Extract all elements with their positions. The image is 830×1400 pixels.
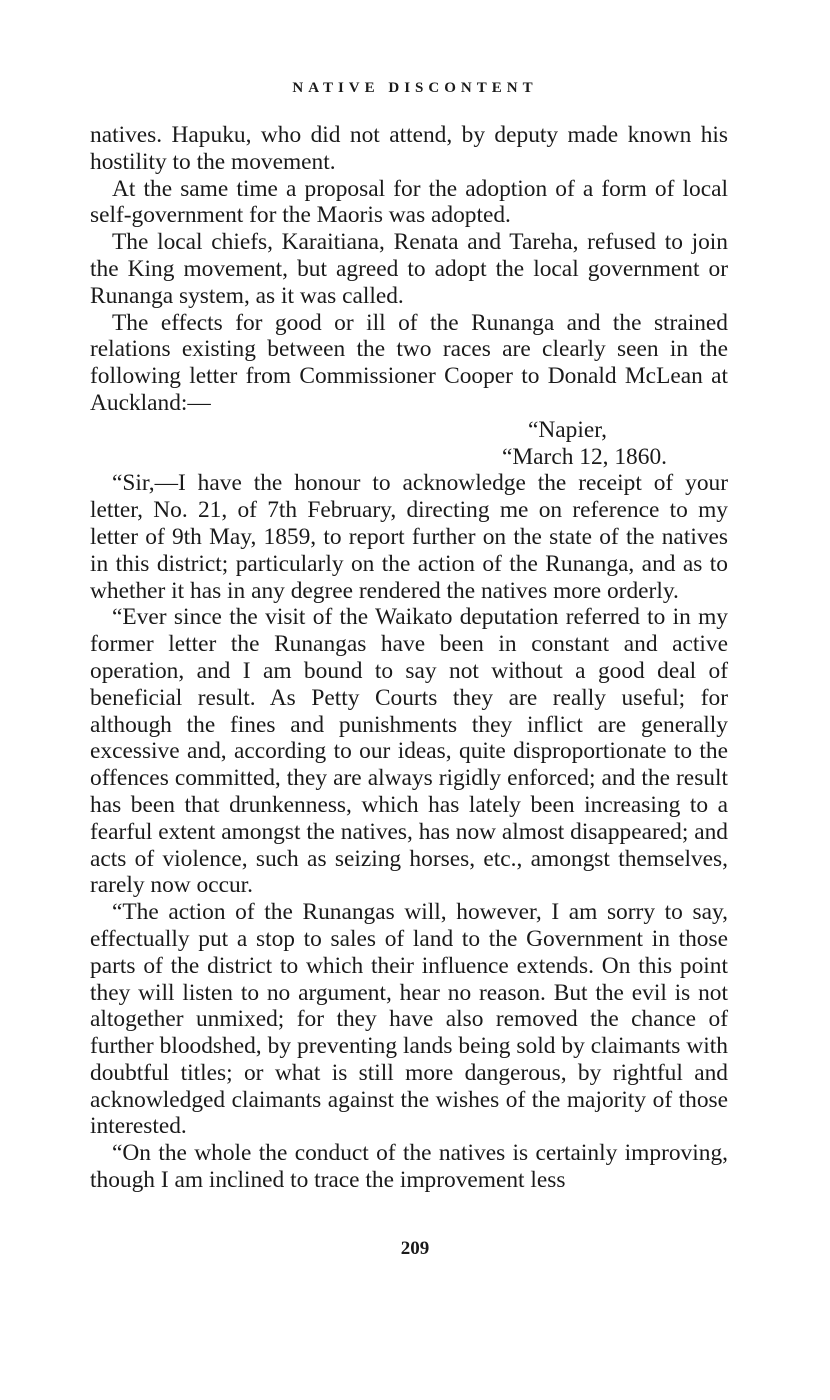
letter-dateline-place: “Napier, — [528, 416, 607, 443]
letter-paragraph: “On the whole the conduct of the natives is certainly improving, though I am inclined to trace the improvement less — [90, 1140, 728, 1194]
paragraph: The effects for good or ill of the Runanga and the strained relations existing between the two races are clearly seen in the following letter from Commissioner Cooper to Donald McLean at Auckland:— — [90, 309, 728, 416]
letter-paragraph: “Ever since the visit of the Waikato deputation referred to in my former letter the Runangas have been in constant and active operation, and I am bound to say not without a good deal of beneficial result. As Petty Courts they are really useful; for although the fines and punishments they inflict are generally excessive and, according to our ideas, quite disproportionate to the offences committed, they are always rigidly enforced; and the result has been that drunkenness, which has lately been increasing to a fearful extent amongst the natives, has now almost disappeared; and acts of violence, such as seizing horses, etc., amongst themselves, rarely now occur. — [90, 604, 728, 899]
body-text — [90, 122, 728, 1194]
page-number: 209 — [400, 1238, 430, 1259]
letter-paragraph: “Sir,—I have the honour to acknowledge the receipt of your letter, No. 21, of 7th February, directing me on reference to my letter of 9th May, 1859, to report further on the state of the natives in this district; particularly on the action of the Runanga, and as to whether it has in any degree rendered the natives more orderly. — [90, 470, 728, 604]
paragraph: The local chiefs, Karaitiana, Renata and Tareha, refused to join the King movement, but agreed to adopt the local government or Runanga system, as it was called. — [90, 229, 728, 309]
letter-dateline-date: “March 12, 1860. — [502, 443, 667, 470]
running-head: NATIVE DISCONTENT — [292, 80, 538, 96]
paragraph: At the same time a proposal for the adoption of a form of local self-government for the Maoris was adopted. — [90, 175, 728, 229]
paragraph: natives. Hapuku, who did not attend, by deputy made known his hostility to the movement. — [90, 122, 728, 175]
letter-paragraph: “The action of the Runangas will, however, I am sorry to say, effectually put a stop to sales of land to the Government in those parts of the district to which their influence extends. On this point they will listen to no argument, hear no reason. But the evil is not altogether unmixed; for they have also removed the chance of further bloodshed, by preventing lands being sold by claimants with doubtful titles; or what is still more dangerous, by rightful and acknowledged claimants against the wishes of the majority of those interested. — [90, 899, 728, 1140]
